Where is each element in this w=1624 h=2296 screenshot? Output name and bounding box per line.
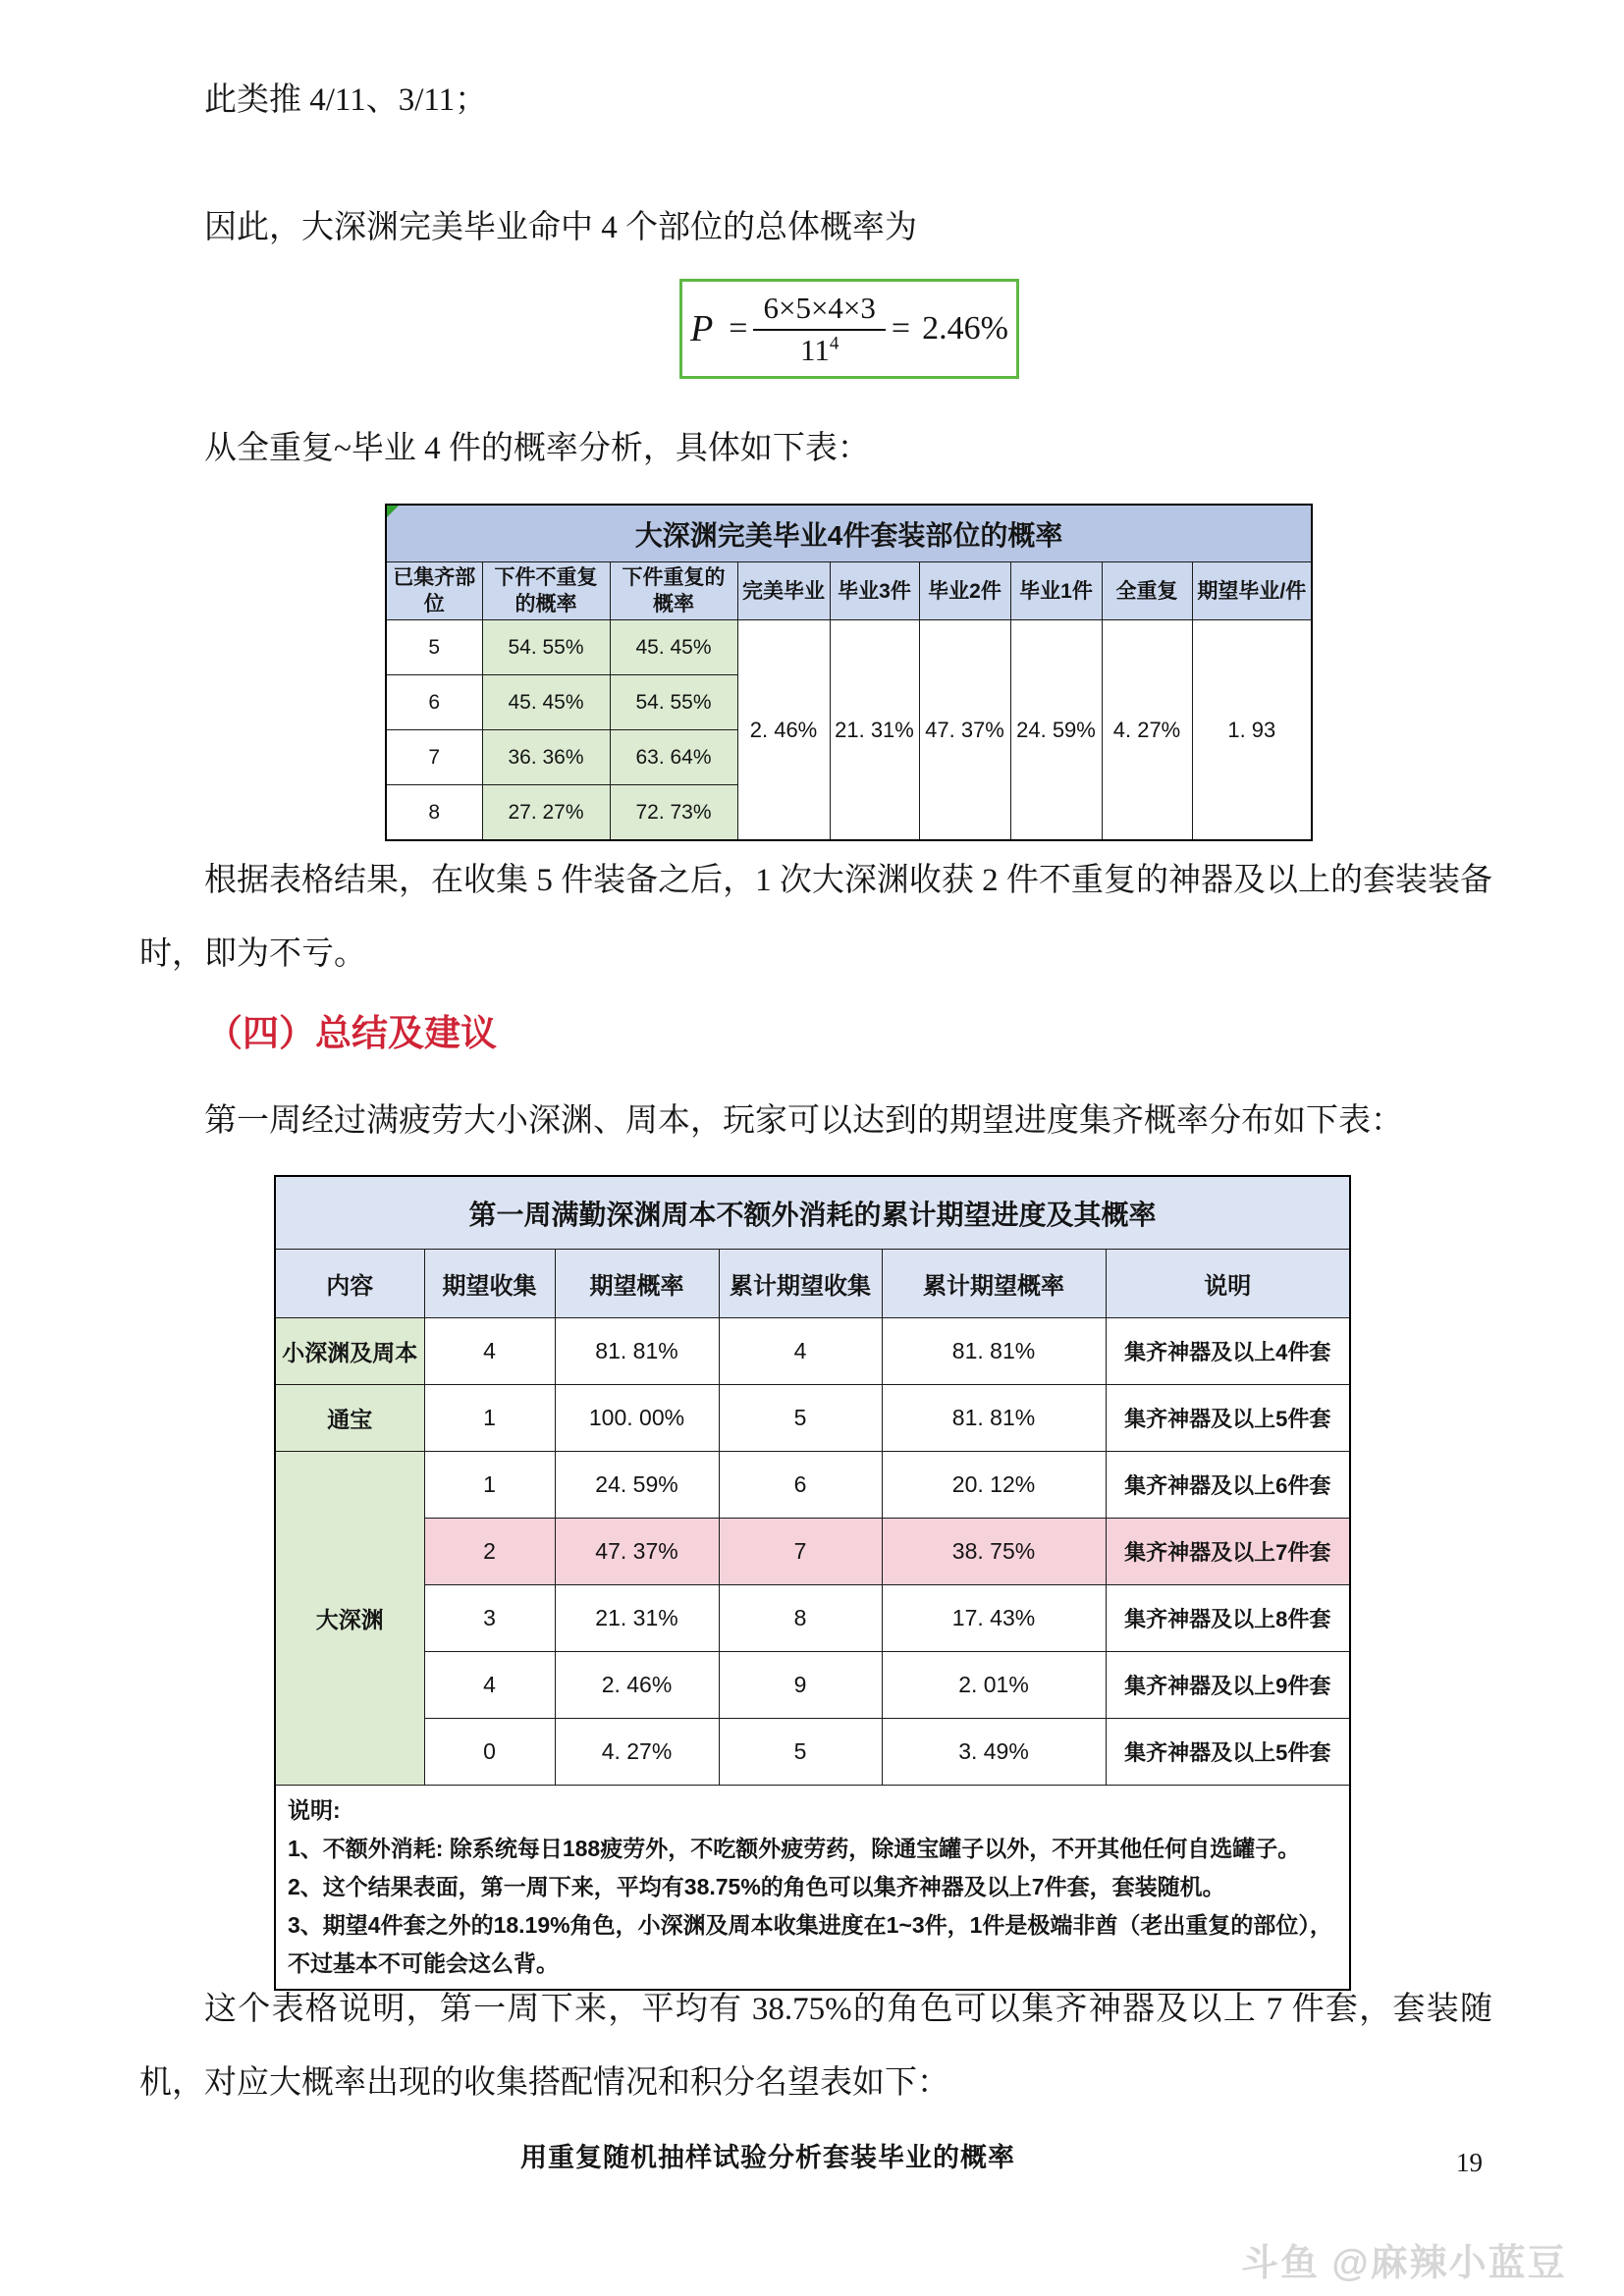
table-header-cell: 累计期望收集 [719, 1250, 882, 1318]
paragraph-table1-intro: 从全重复~毕业 4 件的概率分析，具体如下表： [204, 431, 870, 466]
table-row [275, 1585, 1350, 1652]
table-header-cell: 毕业3件 [830, 562, 919, 620]
table-cell: 4. 27% [555, 1719, 719, 1786]
paragraph-table2-intro: 第一周经过满疲劳大小深渊、周本，玩家可以达到的期望进度集齐概率分布如下表： [204, 1103, 1403, 1139]
table-cell: 38. 75% [882, 1519, 1106, 1585]
table-cell: 63. 64% [610, 730, 737, 785]
table-header-cell: 期望毕业/件 [1192, 562, 1312, 620]
table-cell: 81. 81% [882, 1318, 1106, 1385]
table-header-cell: 期望收集 [424, 1250, 555, 1318]
table-cell: 1 [424, 1452, 555, 1519]
formula-numerator: 6×5×4×3 [753, 291, 885, 331]
table-cell: 9 [719, 1652, 882, 1719]
table-cell: 47. 37% [555, 1519, 719, 1585]
table1-title: 大深渊完美毕业4件套装部位的概率 [386, 505, 1312, 562]
table2-notes [275, 1786, 1350, 1991]
table-header-cell: 全重复 [1102, 562, 1192, 620]
table-cell: 54. 55% [482, 620, 610, 675]
probability-formula [679, 279, 1019, 379]
table-cell: 8 [719, 1585, 882, 1652]
table-cell: 6 [386, 675, 482, 730]
table-cell: 21. 31% [555, 1585, 719, 1652]
table-cell: 5 [386, 620, 482, 675]
note-line: 2、这个结果表面，第一周下来，平均有38.75%的角色可以集齐神器及以上7件套，套装随机。 [288, 1874, 1225, 1899]
table-cell-expected: 1. 93 [1192, 620, 1312, 841]
table-header-cell: 完美毕业 [737, 562, 830, 620]
page-number: 19 [1456, 2148, 1483, 2177]
table-cell: 集齐神器及以上8件套 [1106, 1585, 1350, 1652]
section-heading-summary: （四）总结及建议 [206, 1013, 497, 1053]
table-cell: 4 [719, 1318, 882, 1385]
formula-denominator: $11^4$ [800, 332, 839, 367]
table-header-cell: 已集齐部位 [386, 562, 482, 620]
table-cell: 2. 01% [882, 1652, 1106, 1719]
table-header-cell: 累计期望概率 [882, 1250, 1106, 1318]
table-cell: 17. 43% [882, 1585, 1106, 1652]
table-cell: 3. 49% [882, 1719, 1106, 1786]
table-cell: 72. 73% [610, 785, 737, 841]
table-cell: 8 [386, 785, 482, 841]
table-cell-grad2: 47. 37% [919, 620, 1010, 841]
table-cell-grad1: 24. 59% [1010, 620, 1102, 841]
table-header-cell: 内容 [275, 1250, 424, 1318]
table-cell: 1 [424, 1385, 555, 1452]
note-line: 说明: [288, 1797, 341, 1823]
table-cell: 27. 27% [482, 785, 610, 841]
table-row [275, 1652, 1350, 1719]
table-cell: 集齐神器及以上9件套 [1106, 1652, 1350, 1719]
table-header-cell: 期望概率 [555, 1250, 719, 1318]
table-cell-all-dup: 4. 27% [1102, 620, 1192, 841]
table-cell: 集齐神器及以上7件套 [1106, 1519, 1350, 1585]
table-cell: 24. 59% [555, 1452, 719, 1519]
paragraph-conclusion: 因此，大深渊完美毕业命中 4 个部位的总体概率为 [204, 210, 917, 245]
table-header-cell: 下件不重复的概率 [482, 562, 610, 620]
table-row [275, 1452, 1350, 1519]
table-cell: 0 [424, 1719, 555, 1786]
table-cell: 7 [386, 730, 482, 785]
paragraph-deduction: 此类推 4/11、3/11； [204, 82, 488, 118]
table-cell: 2. 46% [555, 1652, 719, 1719]
formula-result: 2.46% [922, 310, 1008, 347]
table-row [275, 1385, 1350, 1452]
table-cell: 100. 00% [555, 1385, 719, 1452]
table-cell: 81. 81% [555, 1318, 719, 1385]
note-line: 3、期望4件套之外的18.19%角色，小深渊及周本收集进度在1~3件，1件是极端非酋（老出重复的部位），不过基本不可能会这么背。 [288, 1912, 1332, 1976]
table-cell: 7 [719, 1519, 882, 1585]
table-weekly-expected-progress [274, 1175, 1351, 1991]
table-cell: 集齐神器及以上6件套 [1106, 1452, 1350, 1519]
formula-lhs: P [690, 308, 714, 349]
formula-equals: = [729, 310, 748, 347]
table-cell: 6 [719, 1452, 882, 1519]
formula-equals2: = [891, 310, 911, 347]
table-cell: 通宝 [275, 1385, 424, 1452]
table-cell: 45. 45% [482, 675, 610, 730]
paragraph-table2-result: 这个表格说明，第一周下来，平均有 38.75%的角色可以集齐神器及以上 7 件套，套装随机，对应大概率出现的收集搭配情况和积分名望表如下： [139, 1992, 1492, 2101]
table2-notes-row [275, 1786, 1350, 1991]
table-cell: 4 [424, 1652, 555, 1719]
table-cell: 4 [424, 1318, 555, 1385]
table-cell: 81. 81% [882, 1385, 1106, 1452]
table-cell: 3 [424, 1585, 555, 1652]
table-cell: 54. 55% [610, 675, 737, 730]
table-row [275, 1318, 1350, 1385]
table-cell: 5 [719, 1385, 882, 1452]
table-graduation-probability [385, 504, 1313, 841]
formula-fraction [753, 291, 885, 368]
table-cell: 集齐神器及以上5件套 [1106, 1719, 1350, 1786]
table-cell: 2 [424, 1519, 555, 1585]
table-row [275, 1719, 1350, 1786]
table-cell: 小深渊及周本 [275, 1318, 424, 1385]
table-cell: 集齐神器及以上4件套 [1106, 1318, 1350, 1385]
table-row-highlighted [275, 1519, 1350, 1585]
table-cell-perfect: 2. 46% [737, 620, 830, 841]
table1-header-row [386, 562, 1312, 620]
table-header-cell: 下件重复的概率 [610, 562, 737, 620]
table-cell: 45. 45% [610, 620, 737, 675]
table2-header-row [275, 1250, 1350, 1318]
excel-selection-corner-icon [387, 506, 399, 517]
table-cell: 36. 36% [482, 730, 610, 785]
table-row [386, 620, 1312, 675]
formula-exponent: 4 [829, 333, 839, 354]
table-cell: 集齐神器及以上5件套 [1106, 1385, 1350, 1452]
watermark: 斗鱼 @麻辣小蓝豆 [1241, 2243, 1567, 2284]
table-header-cell: 毕业2件 [919, 562, 1010, 620]
table-header-cell: 说明 [1106, 1250, 1350, 1318]
paragraph-table1-result: 根据表格结果，在收集 5 件装备之后，1 次大深渊收获 2 件不重复的神器及以上的套装装备时，即为不亏。 [139, 863, 1492, 972]
footer-document-title: 用重复随机抽样试验分析套装毕业的概率 [520, 2143, 1015, 2172]
note-line: 1、不额外消耗: 除系统每日188疲劳外，不吃额外疲劳药，除通宝罐子以外，不开其他任何自选罐子。 [288, 1836, 1301, 1861]
table-cell: 大深渊 [275, 1452, 424, 1786]
table-header-cell: 毕业1件 [1010, 562, 1102, 620]
table2-title: 第一周满勤深渊周本不额外消耗的累计期望进度及其概率 [275, 1176, 1350, 1250]
table-cell-grad3: 21. 31% [830, 620, 919, 841]
table-cell: 5 [719, 1719, 882, 1786]
table-cell: 20. 12% [882, 1452, 1106, 1519]
